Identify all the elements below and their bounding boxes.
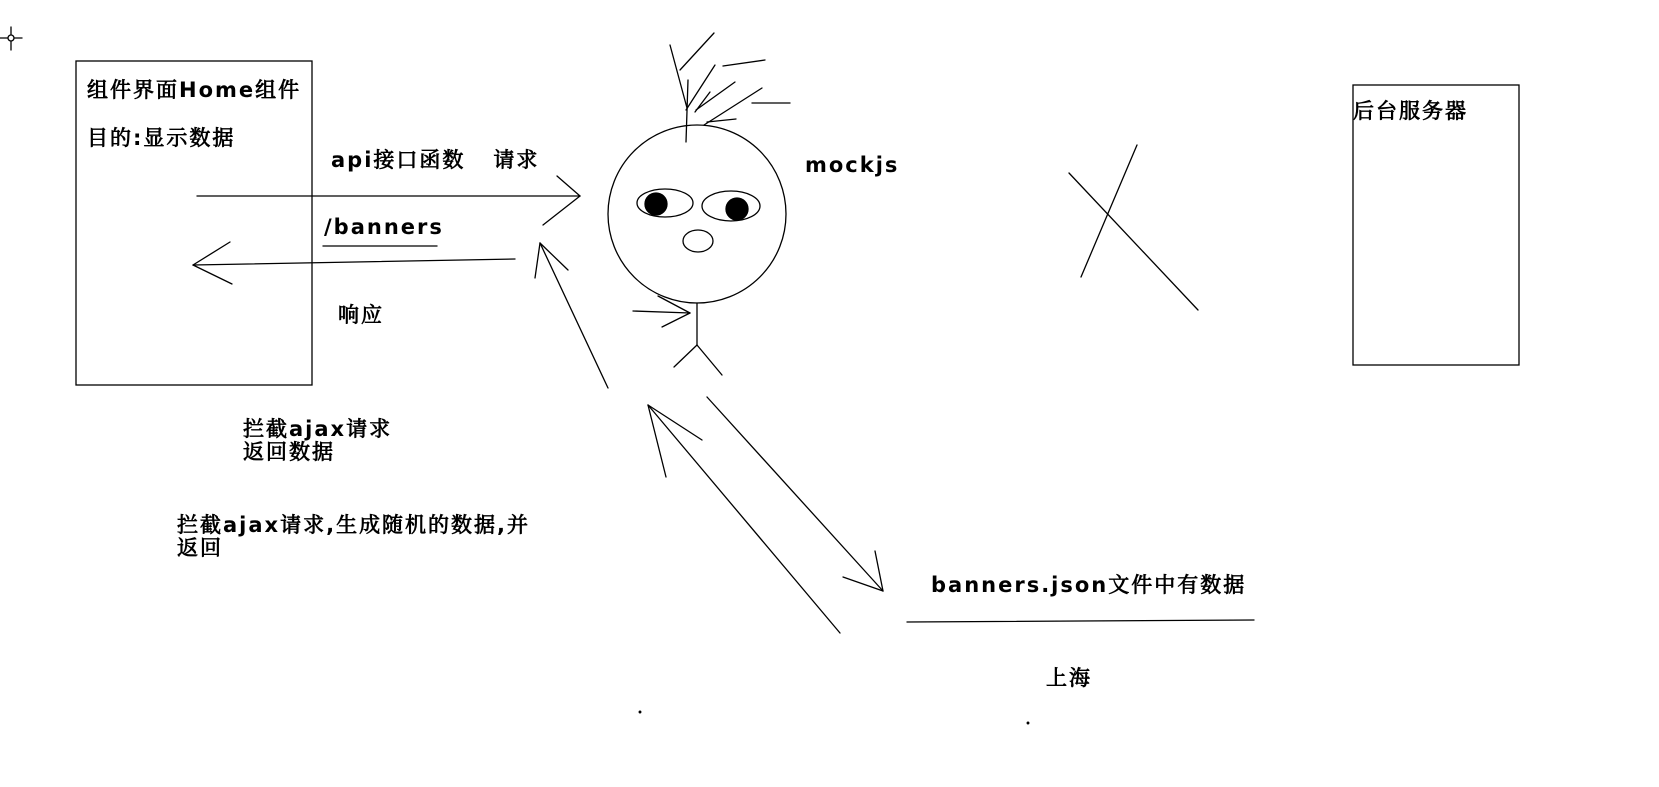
request-label: api接口函数 请求 [331,148,540,172]
component-box [76,61,312,385]
component-title: 组件界面Home组件 [87,78,302,102]
mock-head [608,125,786,303]
intercept-note-line1: 拦截ajax请求 [243,417,393,441]
component-purpose: 目的:显示数据 [87,126,236,150]
from-json-arrow [648,405,840,633]
to-json-arrow [707,397,883,591]
response-label: 响应 [338,303,384,327]
intercept-detail-line1: 拦截ajax请求,生成随机的数据,并 [177,513,531,537]
mock-figure [608,33,790,375]
crosshair-cursor-icon [0,27,22,50]
mouth [683,230,713,252]
mock-label: mockjs [805,153,900,177]
server-title: 后台服务器 [1353,99,1468,123]
json-underline [907,620,1254,622]
json-file-label: banners.json文件中有数据 [931,573,1247,597]
server-box [1353,85,1519,365]
intercept-detail-line2: 返回 [177,536,223,560]
endpoint-label: /banners [324,215,444,239]
response-arrow [193,242,515,284]
intercept-note [243,418,392,464]
intercept-note-line2: 返回数据 [243,440,335,464]
intercept-detail [177,514,530,560]
intercept-arrow [535,243,608,388]
shanghai-label: 上海 [1046,666,1092,690]
blocked-server-mark [1069,145,1198,310]
